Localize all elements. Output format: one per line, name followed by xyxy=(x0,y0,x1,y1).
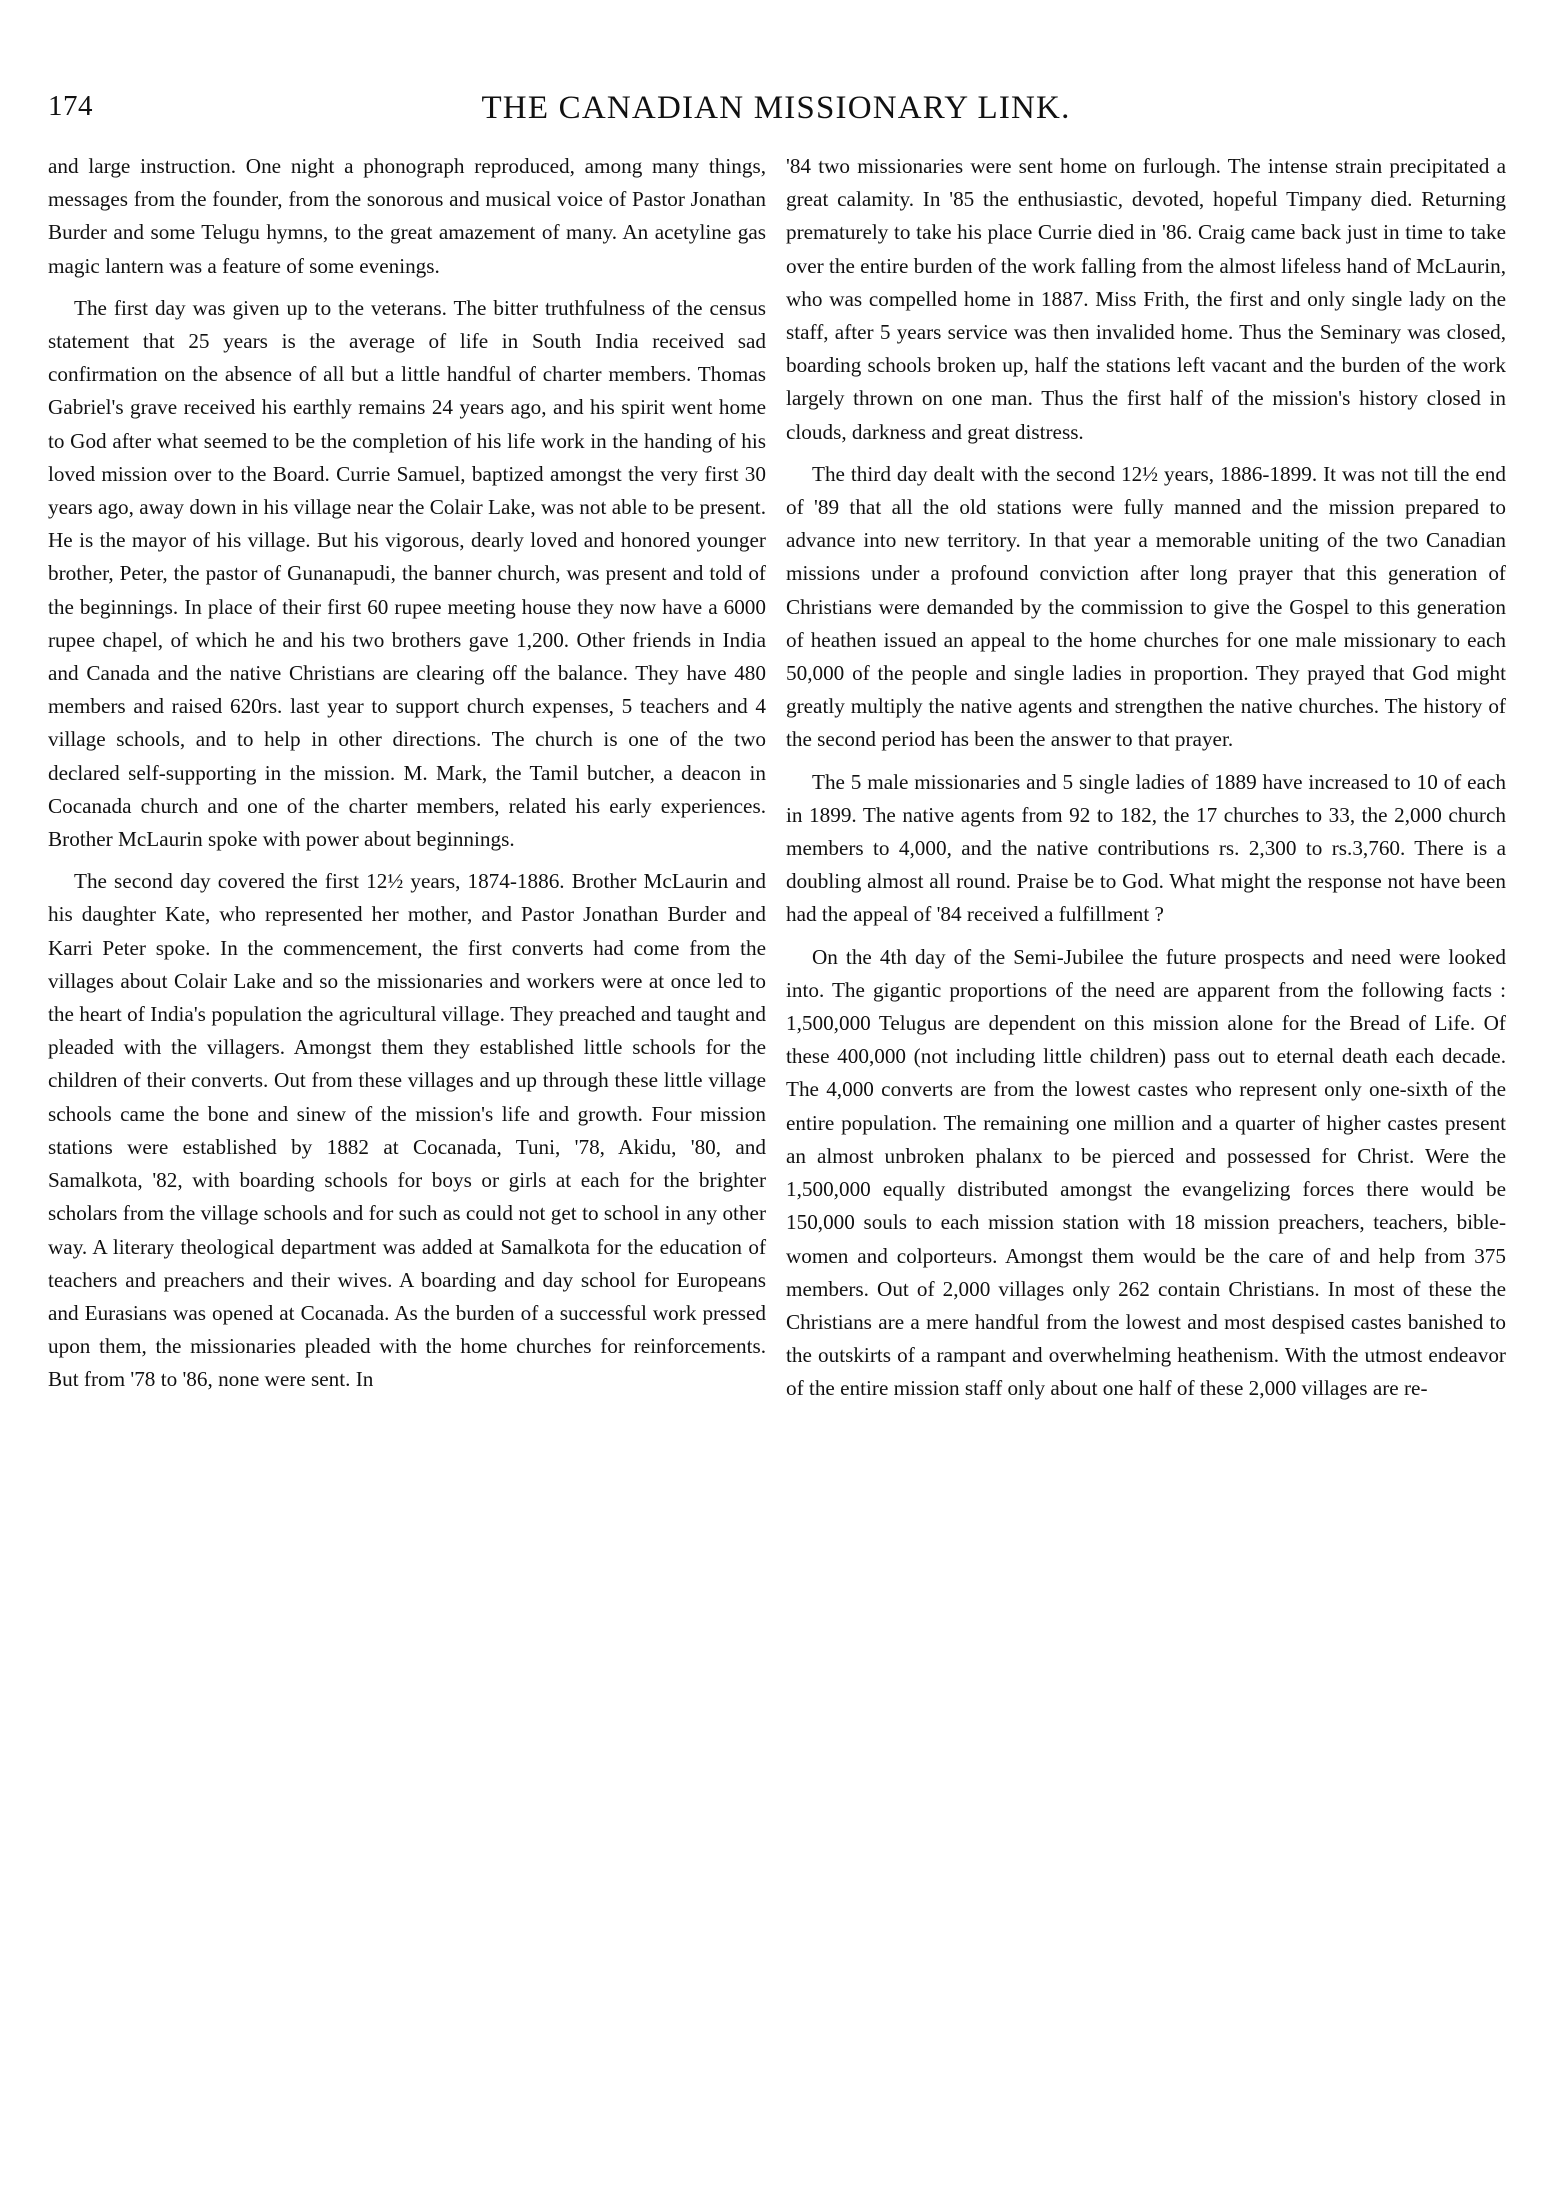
paragraph: '84 two missionaries were sent home on furlough. The intense strain precipitated a great calamity. In '85 the enthusiastic, devoted, hopeful Timpany died. Returning prematurely to take his place Currie died in '86. Craig came back just in time to take over the entire burden of the work falling from the almost lifeless hand of McLaurin, who was compelled home in 1887. Miss Frith, the first and only single lady on the staff, after 5 years service was then invalided home. Thus the Seminary was closed, boarding schools broken up, half the stations left vacant and the burden of the work largely thrown on one man. Thus the first half of the mission's history closed in clouds, darkness and great distress. xyxy=(786,154,1506,444)
paragraph: and large instruction. One night a phonograph reproduced, among many things, messages from the founder, from the sonorous and musical voice of Pastor Jonathan Burder and some Telugu hymns, to the great amazement of many. An acetyline gas magic lantern was a feature of some evenings. xyxy=(48,154,766,278)
page-number: 174 xyxy=(48,90,93,122)
paragraph: The second day covered the first 12½ years, 1874-1886. Brother McLaurin and his daughter Kate, who represented her mother, and Pastor Jonathan Burder and Karri Peter spoke. In the commencement, the first converts had come from the villages about Colair Lake and so the missionaries and workers were at once led to the heart of India's population the agricultural village. They preached and taught and pleaded with the villagers. Amongst them they established little schools for the children of their converts. Out from these villages and up through these little village schools came the bone and sinew of the mission's life and growth. Four mission stations were established by 1882 at Cocanada, Tuni, '78, Akidu, '80, and Samalkota, '82, with boarding schools for boys or girls at each for the brighter scholars from the village schools and for such as could not get to school in any other way. A literary theological department was added at Samalkota for the education of teachers and preachers and their wives. A boarding and day school for Europeans and Eurasians was opened at Cocanada. As the burden of a successful work pressed upon them, the missionaries pleaded with the home churches for reinforcements. But from '78 to '86, none were sent. In xyxy=(48,869,766,1392)
left-column xyxy=(48,150,766,1406)
paragraph: The first day was given up to the veterans. The bitter truthfulness of the census statement that 25 years is the average of life in South India received sad confirmation on the absence of all but a little handful of charter members. Thomas Gabriel's grave received his earthly remains 24 years ago, and his spirit went home to God after what seemed to be the completion of his life work in the handing of his loved mission over to the Board. Currie Samuel, baptized amongst the very first 30 years ago, away down in his village near the Colair Lake, was not able to be present. He is the mayor of his village. But his vigorous, dearly loved and honored younger brother, Peter, the pastor of Gunanapudi, the banner church, was present and told of the beginnings. In place of their first 60 rupee meeting house they now have a 6000 rupee chapel, of which he and his two brothers gave 1,200. Other friends in India and Canada and the native Christians are clearing off the balance. They have 480 members and raised 620rs. last year to support church expenses, 5 teachers and 4 village schools, and to help in other directions. The church is one of the two declared self-supporting in the mission. M. Mark, the Tamil butcher, a deacon in Cocanada church and one of the charter members, related his early experiences. Brother McLaurin spoke with power about beginnings. xyxy=(48,295,766,852)
right-column xyxy=(786,150,1506,1415)
paragraph: The third day dealt with the second 12½ years, 1886-1899. It was not till the end of '89 that all the old stations were fully manned and the mission prepared to advance into new territory. In that year a memorable uniting of the two Canadian missions under a profound conviction after long prayer that this generation of Christians were demanded by the commission to give the Gospel to this generation of heathen issued an appeal to the home churches for one male missionary to each 50,000 of the people and single ladies in proportion. They prayed that God might greatly multiply the native agents and strengthen the native churches. The history of the second period has been the answer to that prayer. xyxy=(786,461,1506,752)
running-title: THE CANADIAN MISSIONARY LINK. xyxy=(481,90,1071,126)
paragraph: On the 4th day of the Semi-Jubilee the future prospects and need were looked into. The gigantic proportions of the need are apparent from the following facts : 1,500,000 Telugus are dependent on this mission alone for the Bread of Life. Of these 400,000 (not including little children) pass out to eternal death each decade. The 4,000 converts are from the lowest castes who represent only one-sixth of the entire population. The remaining one million and a quarter of higher castes present an almost unbroken phalanx to be pierced and possessed for Christ. Were the 1,500,000 equally distributed amongst the evangelizing forces there would be 150,000 souls to each mission station with 18 mission preachers, teachers, bible-women and colporteurs. Amongst them would be the care of and help from 375 members. Out of 2,000 villages only 262 contain Christians. In most of these the Christians are a mere handful from the lowest and most despised castes banished to the outskirts of a rampant and overwhelming heathenism. With the utmost endeavor of the entire mission staff only about one half of these 2,000 villages are re- xyxy=(786,944,1506,1401)
paragraph: The 5 male missionaries and 5 single ladies of 1889 have increased to 10 of each in 1899. The native agents from 92 to 182, the 17 churches to 33, the 2,000 church members to 4,000, and the native contributions rs. 2,300 to rs.3,760. There is a doubling almost all round. Praise be to God. What might the response not have been had the appeal of '84 received a fulfillment ? xyxy=(786,769,1506,927)
page-header xyxy=(48,90,1504,132)
